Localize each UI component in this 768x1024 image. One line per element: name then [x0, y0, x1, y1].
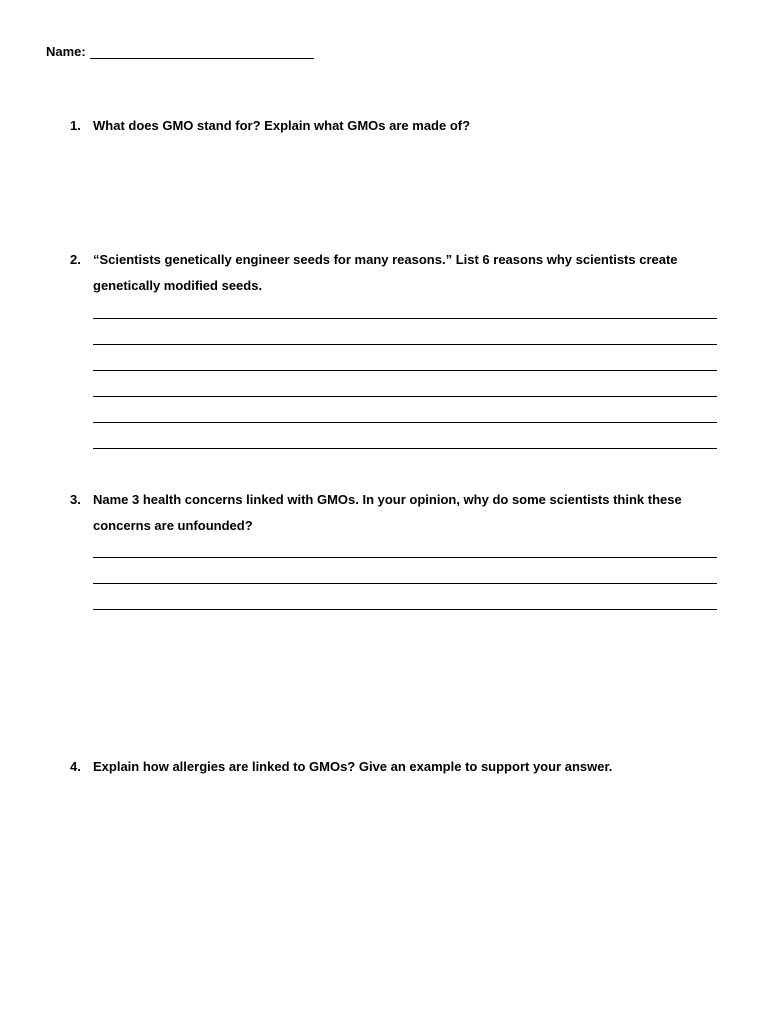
answer-line[interactable] — [93, 345, 717, 371]
answer-lines-q2 — [93, 293, 717, 449]
question-number: 4. — [70, 759, 81, 774]
question-number: 1. — [70, 118, 81, 133]
answer-line[interactable] — [93, 293, 717, 319]
question-text: Name 3 health concerns linked with GMOs. In your opinion, why do some scientists think these concerns are unfounded? — [93, 492, 682, 533]
answer-line[interactable] — [93, 371, 717, 397]
name-label: Name: — [46, 44, 86, 59]
question-2 — [70, 247, 718, 299]
question-text: What does GMO stand for? Explain what GMOs are made of? — [93, 118, 471, 133]
question-number: 3. — [70, 492, 81, 507]
answer-line[interactable] — [93, 532, 717, 558]
answer-line[interactable] — [93, 584, 717, 610]
answer-lines-q3 — [93, 532, 717, 610]
question-4 — [70, 754, 718, 780]
answer-line[interactable] — [93, 558, 717, 584]
answer-line[interactable] — [93, 319, 717, 345]
answer-line[interactable] — [93, 423, 717, 449]
name-row — [46, 44, 314, 59]
question-text: Explain how allergies are linked to GMOs? Give an example to support your answer. — [93, 759, 613, 774]
question-text: “Scientists genetically engineer seeds for many reasons.” List 6 reasons why scientists create genetically modified seeds. — [93, 252, 678, 293]
name-blank-line[interactable] — [90, 44, 314, 59]
question-number: 2. — [70, 252, 81, 267]
answer-line[interactable] — [93, 397, 717, 423]
question-1 — [70, 113, 718, 139]
